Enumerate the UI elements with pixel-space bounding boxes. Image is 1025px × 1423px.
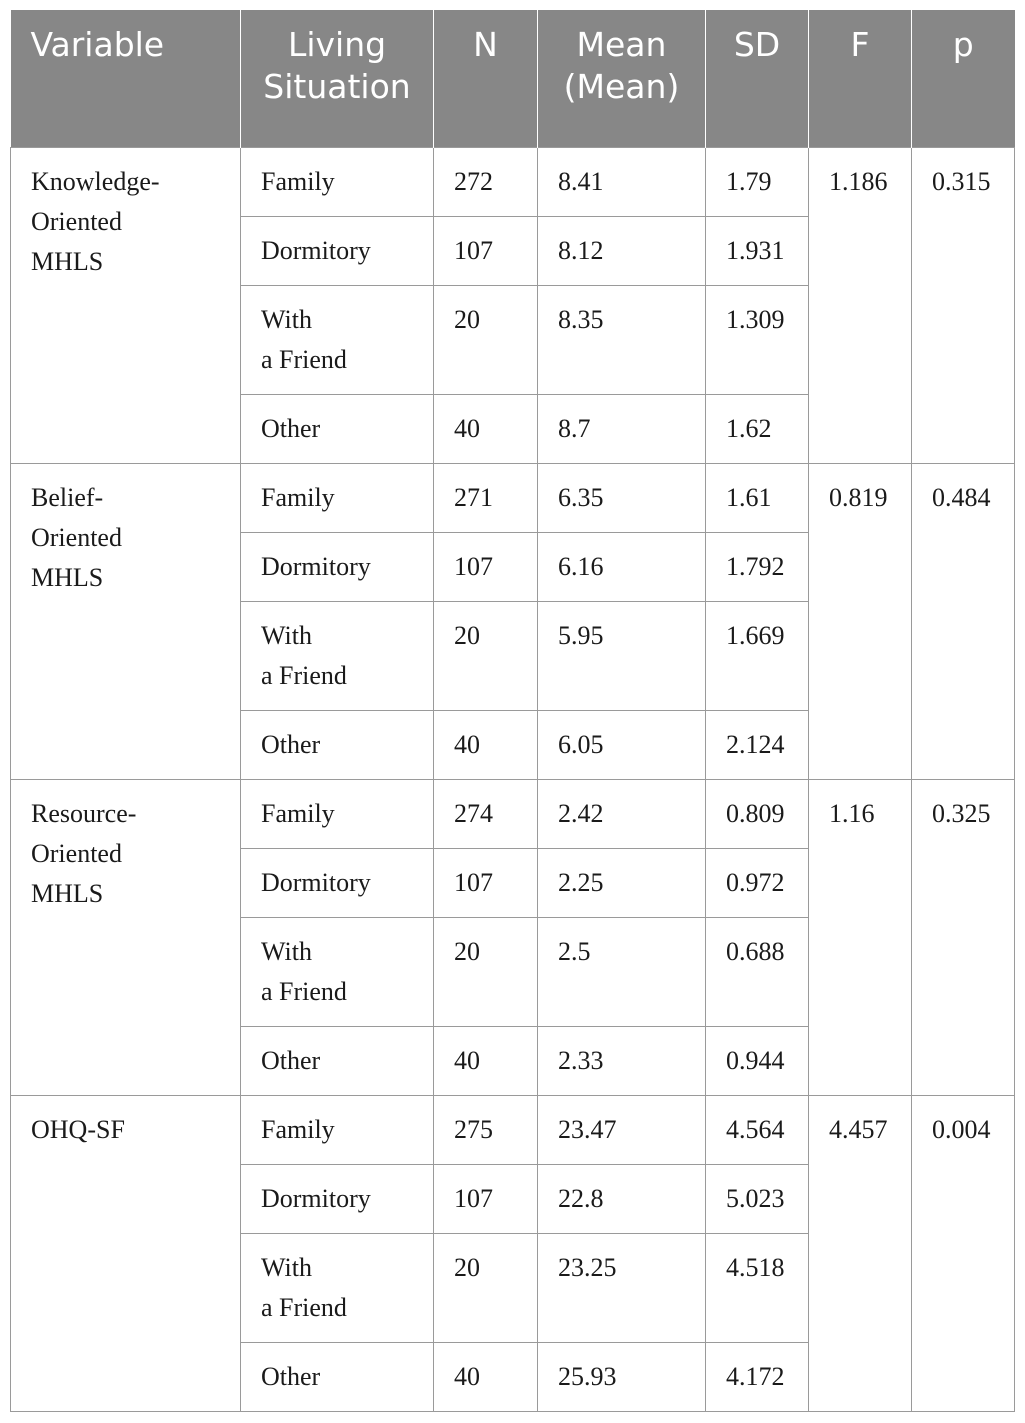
f-cell: 1.16 [809,779,912,1095]
f-cell: 1.186 [809,147,912,463]
header-f: F [809,10,912,147]
n-cell: 20 [434,1233,538,1342]
sd-cell: 4.172 [706,1342,809,1411]
table-row [11,1095,1015,1164]
mean-cell: 23.47 [538,1095,706,1164]
variable-cell: Resource- Oriented MHLS [11,779,241,1095]
mean-cell: 2.5 [538,917,706,1026]
living-situation-cell: With a Friend [241,285,434,394]
mean-cell: 6.16 [538,532,706,601]
sd-cell: 1.931 [706,216,809,285]
mean-cell: 8.7 [538,394,706,463]
n-cell: 275 [434,1095,538,1164]
mean-cell: 6.35 [538,463,706,532]
mean-cell: 2.33 [538,1026,706,1095]
n-cell: 40 [434,1026,538,1095]
table-row [11,147,1015,216]
p-cell: 0.325 [912,779,1015,1095]
living-situation-cell: Dormitory [241,216,434,285]
living-situation-cell: Other [241,1342,434,1411]
sd-cell: 0.944 [706,1026,809,1095]
variable-cell: OHQ-SF [11,1095,241,1411]
sd-cell: 0.809 [706,779,809,848]
mean-cell: 5.95 [538,601,706,710]
mean-cell: 22.8 [538,1164,706,1233]
living-situation-cell: With a Friend [241,917,434,1026]
sd-cell: 2.124 [706,710,809,779]
sd-cell: 1.79 [706,147,809,216]
f-cell: 0.819 [809,463,912,779]
mean-cell: 2.25 [538,848,706,917]
n-cell: 20 [434,285,538,394]
n-cell: 107 [434,848,538,917]
header-mean: Mean (Mean) [538,10,706,147]
header-variable: Variable [11,10,241,147]
n-cell: 20 [434,601,538,710]
variable-cell: Knowledge- Oriented MHLS [11,147,241,463]
table-body [11,147,1015,1411]
sd-cell: 4.564 [706,1095,809,1164]
n-cell: 40 [434,1342,538,1411]
sd-cell: 5.023 [706,1164,809,1233]
n-cell: 40 [434,394,538,463]
mean-cell: 8.35 [538,285,706,394]
table-row [11,463,1015,532]
p-cell: 0.004 [912,1095,1015,1411]
living-situation-cell: With a Friend [241,1233,434,1342]
n-cell: 107 [434,532,538,601]
living-situation-cell: With a Friend [241,601,434,710]
f-cell: 4.457 [809,1095,912,1411]
sd-cell: 1.309 [706,285,809,394]
n-cell: 20 [434,917,538,1026]
header-row [11,10,1015,147]
living-situation-cell: Dormitory [241,1164,434,1233]
n-cell: 107 [434,1164,538,1233]
header-sd: SD [706,10,809,147]
sd-cell: 0.972 [706,848,809,917]
living-situation-cell: Other [241,394,434,463]
header-n: N [434,10,538,147]
n-cell: 107 [434,216,538,285]
table-header [11,10,1015,147]
sd-cell: 1.792 [706,532,809,601]
sd-cell: 0.688 [706,917,809,1026]
mean-cell: 8.12 [538,216,706,285]
n-cell: 274 [434,779,538,848]
n-cell: 271 [434,463,538,532]
mean-cell: 6.05 [538,710,706,779]
table-row [11,779,1015,848]
p-cell: 0.315 [912,147,1015,463]
header-living-situation: Living Situation [241,10,434,147]
mean-cell: 25.93 [538,1342,706,1411]
living-situation-cell: Family [241,147,434,216]
living-situation-cell: Other [241,710,434,779]
data-table [10,10,1015,1412]
header-p: p [912,10,1015,147]
living-situation-cell: Dormitory [241,532,434,601]
variable-cell: Belief- Oriented MHLS [11,463,241,779]
p-cell: 0.484 [912,463,1015,779]
living-situation-cell: Other [241,1026,434,1095]
mean-cell: 8.41 [538,147,706,216]
sd-cell: 1.61 [706,463,809,532]
sd-cell: 1.669 [706,601,809,710]
n-cell: 40 [434,710,538,779]
living-situation-cell: Family [241,779,434,848]
mean-cell: 23.25 [538,1233,706,1342]
sd-cell: 1.62 [706,394,809,463]
living-situation-cell: Family [241,463,434,532]
living-situation-cell: Family [241,1095,434,1164]
mean-cell: 2.42 [538,779,706,848]
n-cell: 272 [434,147,538,216]
sd-cell: 4.518 [706,1233,809,1342]
living-situation-cell: Dormitory [241,848,434,917]
